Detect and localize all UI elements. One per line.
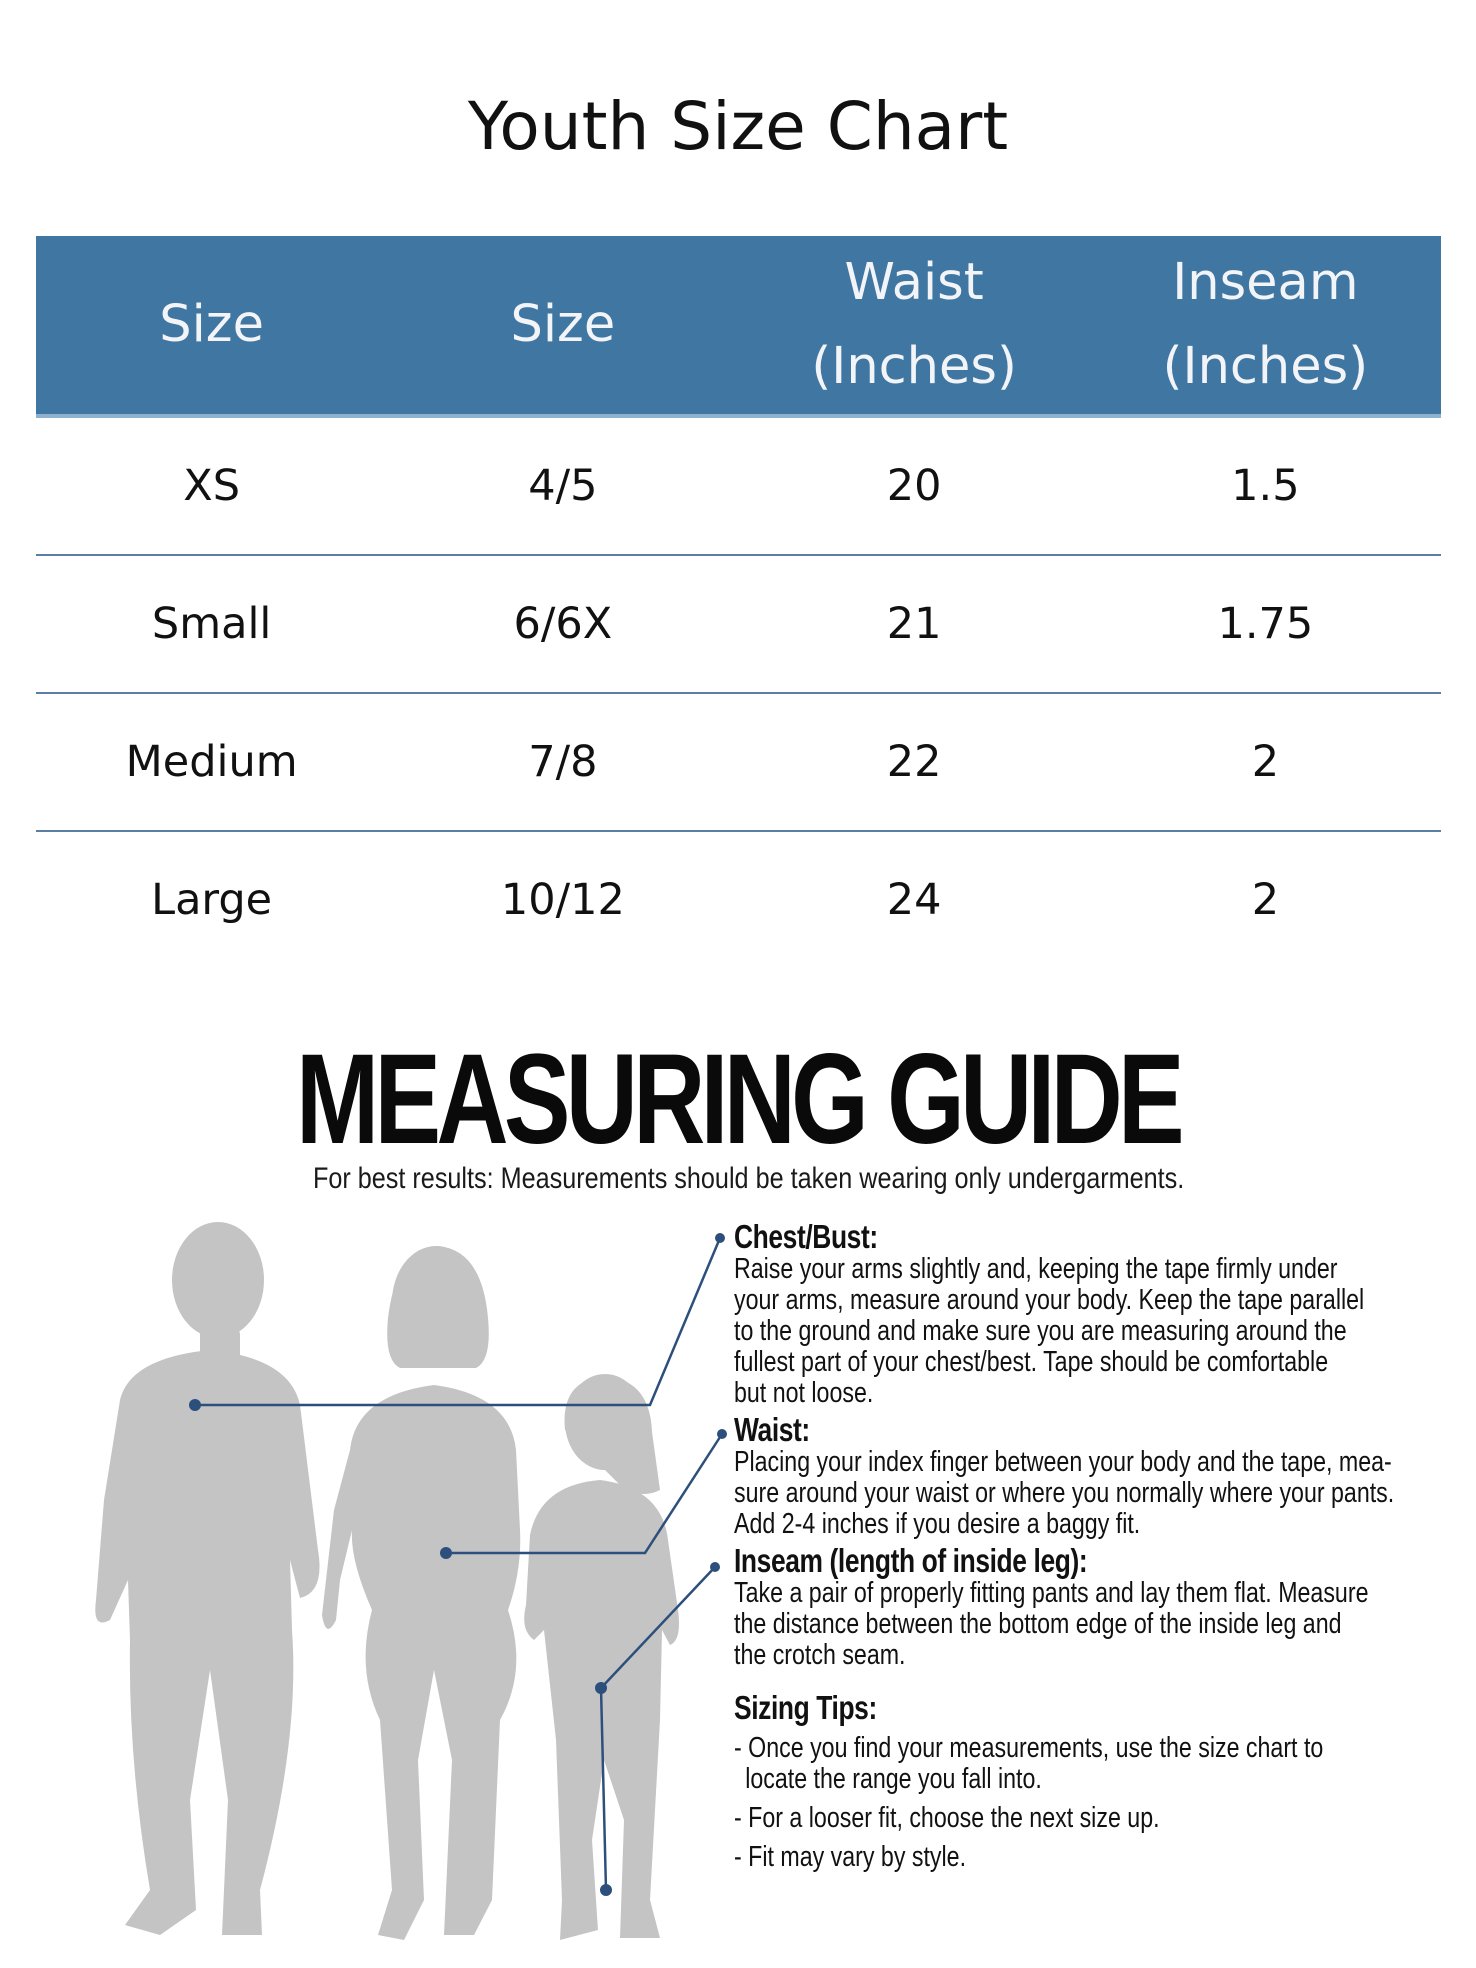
- table-row: [36, 555, 1441, 693]
- size-table: [36, 236, 1441, 968]
- table-cell: 20: [739, 416, 1090, 555]
- chest-line: but not loose.: [734, 1377, 874, 1409]
- waist-line: Placing your index finger between your body and the tape, mea-: [734, 1446, 1392, 1478]
- table-cell: Large: [151, 875, 273, 925]
- waist-line: sure around your waist or where you normally where your pants.: [734, 1477, 1395, 1509]
- sizing-tips-heading: Sizing Tips:: [734, 1689, 877, 1726]
- chest-heading: Chest/Bust:: [734, 1218, 878, 1255]
- column-header-inseam: Inseam (Inches): [1090, 236, 1441, 416]
- table-cell: Small: [36, 555, 387, 693]
- list-item: locate the range you fall into.: [745, 1763, 1042, 1795]
- table-cell: 10/12: [500, 875, 625, 925]
- table-row: [36, 416, 1441, 555]
- adult-female-silhouette: [322, 1246, 520, 1940]
- size-chart-title: Youth Size Chart: [467, 88, 1009, 165]
- table-cell: XS: [36, 416, 387, 555]
- measuring-instructions: [734, 1220, 1454, 1873]
- table-cell: 22: [739, 693, 1090, 831]
- column-header-size-label: Size: [36, 236, 387, 416]
- inseam-heading: Inseam (length of inside leg):: [734, 1542, 1088, 1579]
- sizing-tips-list: [734, 1733, 1454, 1873]
- column-header-size-number: Size: [387, 236, 738, 416]
- chest-line: Raise your arms slightly and, keeping the tape firmly under: [734, 1253, 1338, 1285]
- chest-line: your arms, measure around your body. Keep the tape parallel: [734, 1284, 1365, 1316]
- table-cell: 1.5: [1090, 416, 1441, 555]
- family-silhouette-illustration: [0, 1200, 760, 1968]
- table-header-row: [36, 236, 1441, 416]
- table-cell: 6/6X: [387, 555, 738, 693]
- waist-line: Add 2-4 inches if you desire a baggy fit.: [734, 1508, 1141, 1540]
- list-item: - Once you find your measurements, use the size chart to: [734, 1732, 1324, 1764]
- measuring-guide-title: MEASURING GUIDE: [296, 1028, 1180, 1171]
- table-row: [36, 831, 1441, 968]
- table-cell: 7/8: [387, 693, 738, 831]
- table-cell: 2: [1090, 693, 1441, 831]
- waist-heading: Waist:: [734, 1411, 810, 1448]
- table-cell: 1.75: [1090, 555, 1441, 693]
- chest-line: to the ground and make sure you are measuring around the: [734, 1315, 1347, 1347]
- table-cell: 21: [739, 555, 1090, 693]
- child-silhouette: [524, 1374, 679, 1940]
- list-item: - For a looser fit, choose the next size up.: [734, 1802, 1160, 1834]
- table-cell: 4/5: [387, 416, 738, 555]
- column-header-waist: Waist (Inches): [739, 236, 1090, 416]
- measuring-guide-subtitle: For best results: Measurements should be taken wearing only undergarments.: [312, 1162, 1185, 1195]
- table-cell: 24: [886, 875, 942, 925]
- chest-line: fullest part of your chest/best. Tape should be comfortable: [734, 1346, 1329, 1378]
- table-row: [36, 693, 1441, 831]
- table-cell: Medium: [36, 693, 387, 831]
- inseam-line: the crotch seam.: [734, 1639, 906, 1671]
- inseam-line: the distance between the bottom edge of the inside leg and: [734, 1608, 1342, 1640]
- instructions-text-block: [734, 1220, 1454, 1873]
- inseam-line: Take a pair of properly fitting pants and lay them flat. Measure: [734, 1577, 1369, 1609]
- table-cell: 2: [1251, 875, 1280, 925]
- list-item: - Fit may vary by style.: [734, 1841, 967, 1873]
- adult-male-silhouette: [95, 1222, 319, 1935]
